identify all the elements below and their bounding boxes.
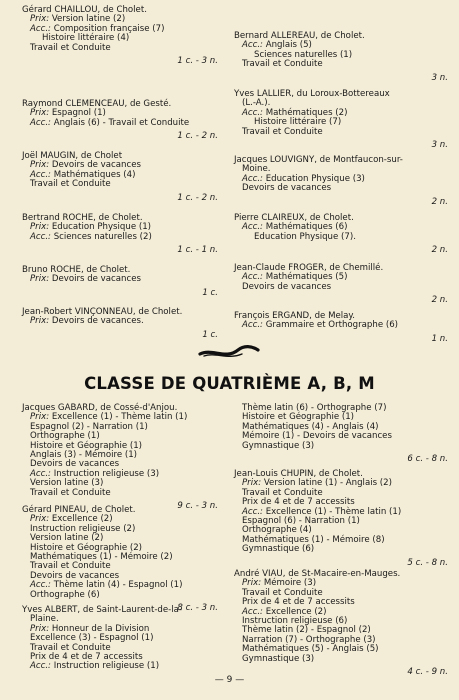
result-tally: 9 c. - 3 n. bbox=[177, 501, 218, 512]
award-line bbox=[234, 545, 452, 554]
entry bbox=[234, 404, 452, 464]
award-text: Mathématiques (5) - Anglais (5) bbox=[242, 644, 379, 655]
award-text: Devoirs de vacances bbox=[30, 459, 120, 470]
entry bbox=[234, 312, 452, 344]
award-text: Gymnastique (3) bbox=[242, 440, 315, 451]
award-text: Devoirs de vacances bbox=[49, 160, 141, 171]
award-text: Narration (7) - Orthographe (3) bbox=[242, 634, 376, 645]
award-text: Version latine (1) - Anglais (2) bbox=[261, 478, 392, 489]
result-tally: 3 n. bbox=[431, 72, 448, 83]
award-text: Mathématiques (6) bbox=[262, 222, 348, 233]
award-text: Thème latin (6) - Orthographe (7) bbox=[242, 403, 387, 413]
award-label: Acc.: bbox=[242, 606, 263, 617]
award-label: Acc.: bbox=[242, 506, 263, 517]
award-text: Gymnastique (3) bbox=[242, 653, 315, 664]
award-text: Plaine. bbox=[30, 614, 59, 625]
student-name: Gérard CHAILLOU, de Cholet. bbox=[22, 5, 147, 15]
award-text: Sciences naturelles (1) bbox=[254, 49, 353, 60]
result-tally: 2 n. bbox=[431, 295, 448, 306]
award-text: Instruction religieuse (6) bbox=[242, 616, 348, 627]
entry bbox=[22, 214, 222, 256]
award-line bbox=[234, 655, 452, 664]
award-text: Anglais (5) bbox=[262, 40, 312, 51]
entry bbox=[22, 100, 222, 142]
award-text: Histoire littéraire (4) bbox=[42, 33, 130, 44]
award-text: Anglais (3) - Mémoire (1) bbox=[30, 450, 138, 461]
award-text: Devoirs de vacances bbox=[242, 183, 332, 194]
entry bbox=[234, 214, 452, 256]
award-label: Acc.: bbox=[242, 107, 263, 118]
result-tally: 3 n. bbox=[431, 140, 448, 151]
result-tally: 1 c. bbox=[202, 287, 218, 298]
award-text: Gymnastique (6) bbox=[242, 544, 315, 555]
award-text: (L.-A.). bbox=[242, 98, 271, 109]
award-label: Acc.: bbox=[30, 23, 51, 34]
entry bbox=[234, 32, 452, 83]
award-text: Education Physique (3) bbox=[262, 173, 365, 184]
award-line bbox=[22, 119, 222, 128]
award-text: Travail et Conduite bbox=[242, 59, 323, 70]
award-text: Histoire et Géographie (1) bbox=[30, 440, 143, 451]
result-tally: 6 c. - 8 n. bbox=[407, 454, 448, 465]
award-text: Honneur de la Division bbox=[49, 623, 150, 634]
student-name: André VIAU, de St-Macaire-en-Mauges. bbox=[234, 569, 401, 579]
entry bbox=[22, 266, 222, 298]
award-text: Mémoire (3) bbox=[261, 578, 317, 589]
award-line bbox=[234, 128, 452, 137]
award-line bbox=[22, 317, 222, 326]
award-text: Excellence (2) bbox=[262, 606, 327, 617]
result-tally: 4 c. - 9 n. bbox=[407, 667, 448, 678]
entry bbox=[22, 506, 222, 613]
award-text: Education Physique (1) bbox=[49, 222, 152, 233]
award-text: Histoire et Géographie (2) bbox=[30, 542, 143, 553]
award-label: Acc.: bbox=[242, 222, 263, 233]
award-label: Acc.: bbox=[242, 173, 263, 184]
award-text: Travail et Conduite bbox=[242, 587, 323, 598]
award-text: Travail et Conduite bbox=[30, 487, 111, 498]
award-text: Prix de 4 et de 7 accessits bbox=[242, 597, 355, 608]
student-name: Bruno ROCHE, de Cholet. bbox=[22, 265, 131, 275]
award-label: Prix: bbox=[30, 514, 50, 525]
award-text: Orthographe (1) bbox=[30, 431, 100, 442]
result-tally: 1 c. bbox=[202, 329, 218, 340]
award-label: Acc.: bbox=[242, 320, 263, 331]
award-text: Mathématiques (1) - Mémoire (2) bbox=[30, 552, 173, 563]
award-label: Prix: bbox=[30, 623, 50, 634]
award-text: Devoirs de vacances bbox=[30, 570, 120, 581]
student-name: Jacques GABARD, de Cossé-d'Anjou. bbox=[22, 403, 178, 413]
entry bbox=[22, 152, 222, 203]
entry bbox=[22, 308, 222, 340]
result-tally: 1 c. - 1 n. bbox=[177, 245, 218, 256]
award-text: Espagnol (2) - Narration (1) bbox=[30, 421, 148, 432]
award-label: Prix: bbox=[30, 160, 50, 171]
award-text: Excellence (2) bbox=[49, 514, 113, 525]
award-text: Prix de 4 et de 7 accessits bbox=[30, 652, 143, 663]
award-text: Prix de 4 et de 7 accessits bbox=[242, 497, 355, 508]
award-text: Mémoire (1) - Devoirs de vacances bbox=[242, 431, 392, 442]
award-text: Thème latin (2) - Espagnol (2) bbox=[242, 625, 371, 636]
award-text: Composition française (7) bbox=[50, 23, 165, 34]
award-line bbox=[22, 233, 222, 242]
student-name: Raymond CLEMENCEAU, de Gesté. bbox=[22, 99, 172, 109]
award-label: Prix: bbox=[30, 316, 50, 327]
award-label: Acc.: bbox=[30, 661, 51, 672]
award-label: Prix: bbox=[30, 274, 50, 285]
award-line bbox=[22, 662, 222, 671]
student-name: Joël MAUGIN, de Cholet bbox=[22, 151, 123, 161]
award-label: Prix: bbox=[30, 108, 50, 119]
award-text: Mathématiques (5) bbox=[262, 272, 348, 283]
student-name: Jean-Robert VINÇONNEAU, de Cholet. bbox=[22, 307, 183, 317]
entry bbox=[22, 6, 222, 66]
award-label: Prix: bbox=[242, 478, 262, 489]
student-name: Yves ALBERT, de Saint-Laurent-de-la- bbox=[22, 605, 183, 615]
award-text: Instruction religieuse (2) bbox=[30, 523, 136, 534]
award-line bbox=[22, 591, 222, 600]
award-line bbox=[234, 321, 452, 330]
award-text: Anglais (6) - Travail et Conduite bbox=[50, 117, 190, 128]
award-text: Instruction religieuse (1) bbox=[50, 661, 160, 672]
award-text: Travail et Conduite bbox=[30, 561, 111, 572]
award-label: Acc.: bbox=[30, 117, 51, 128]
award-text: Instruction religieuse (3) bbox=[50, 468, 160, 479]
award-text: Travail et Conduite bbox=[30, 179, 111, 190]
ornament-flourish-icon bbox=[198, 342, 260, 360]
entry bbox=[234, 90, 452, 150]
award-text: Mathématiques (2) bbox=[262, 107, 348, 118]
award-line bbox=[234, 60, 452, 69]
award-text: Excellence (3) - Espagnol (1) bbox=[30, 633, 154, 644]
award-label: Prix: bbox=[30, 222, 50, 233]
award-text: Version latine (2) bbox=[30, 533, 104, 544]
award-line bbox=[234, 442, 452, 451]
result-tally: 1 n. bbox=[431, 333, 448, 344]
student-name: Yves LALLIER, du Loroux-Bottereaux bbox=[234, 89, 390, 99]
result-tally: 2 n. bbox=[431, 245, 448, 256]
award-line bbox=[22, 44, 222, 53]
entry bbox=[234, 156, 452, 207]
award-text: Travail et Conduite bbox=[242, 126, 323, 137]
student-name: Bernard ALLEREAU, de Cholet. bbox=[234, 31, 365, 41]
result-tally: 8 c. - 3 n. bbox=[177, 603, 218, 614]
student-name: Gérard PINEAU, de Cholet. bbox=[22, 505, 136, 515]
section-heading: CLASSE DE QUATRIÈME A, B, M bbox=[84, 374, 375, 393]
award-text: Version latine (2) bbox=[49, 14, 126, 25]
award-text: Travail et Conduite bbox=[242, 487, 323, 498]
student-name: Jacques LOUVIGNY, de Montfaucon-sur- bbox=[234, 155, 403, 165]
award-label: Acc.: bbox=[242, 40, 263, 51]
award-label: Prix: bbox=[242, 578, 262, 589]
award-text: Grammaire et Orthographe (6) bbox=[262, 320, 399, 331]
student-name: Jean-Claude FROGER, de Chemillé. bbox=[234, 263, 384, 273]
award-text: Sciences naturelles (2) bbox=[50, 231, 152, 242]
award-text: Devoirs de vacances bbox=[49, 274, 141, 285]
award-text: Espagnol (6) - Narration (1) bbox=[242, 516, 360, 527]
award-line bbox=[234, 233, 452, 242]
award-text: Education Physique (7). bbox=[254, 231, 356, 242]
award-text: Orthographe (4) bbox=[242, 525, 312, 536]
award-text: Version latine (3) bbox=[30, 478, 104, 489]
award-label: Acc.: bbox=[30, 169, 51, 180]
award-line bbox=[22, 275, 222, 284]
student-name: François ERGAND, de Melay. bbox=[234, 311, 356, 321]
award-text: Devoirs de vacances. bbox=[49, 316, 144, 327]
award-label: Acc.: bbox=[30, 580, 51, 591]
award-text: Histoire littéraire (7) bbox=[254, 117, 342, 128]
student-name: Bertrand ROCHE, de Cholet. bbox=[22, 213, 143, 223]
award-line bbox=[22, 489, 222, 498]
page-number: — 9 — bbox=[214, 675, 245, 685]
award-text: Mathématiques (4) - Anglais (4) bbox=[242, 421, 379, 432]
student-name: Pierre CLAIREUX, de Cholet. bbox=[234, 213, 354, 223]
entry bbox=[234, 570, 452, 677]
award-text: Espagnol (1) bbox=[49, 108, 106, 119]
award-text: Moine. bbox=[242, 164, 271, 175]
entry bbox=[234, 470, 452, 568]
award-text: Travail et Conduite bbox=[30, 642, 111, 653]
student-name: Jean-Louis CHUPIN, de Cholet. bbox=[234, 469, 363, 479]
result-tally: 5 c. - 8 n. bbox=[407, 557, 448, 568]
award-line bbox=[234, 283, 452, 292]
result-tally: 2 n. bbox=[431, 196, 448, 207]
award-text: Thème latin (4) - Espagnol (1) bbox=[50, 580, 183, 591]
entry bbox=[22, 603, 222, 672]
entry bbox=[22, 404, 222, 511]
award-label: Acc.: bbox=[30, 468, 51, 479]
award-text: Travail et Conduite bbox=[30, 42, 111, 53]
award-text: Devoirs de vacances bbox=[242, 281, 332, 292]
entry bbox=[234, 264, 452, 306]
award-text: Excellence (1) - Thème latin (1) bbox=[49, 412, 188, 423]
result-tally: 1 c. - 3 n. bbox=[177, 56, 218, 67]
award-label: Prix: bbox=[30, 14, 50, 25]
result-tally: 1 c. - 2 n. bbox=[177, 192, 218, 203]
award-text: Orthographe (6) bbox=[30, 589, 100, 600]
award-label: Prix: bbox=[30, 412, 50, 423]
award-text: Excellence (1) - Thème latin (1) bbox=[262, 506, 402, 517]
award-text: Mathématiques (1) - Mémoire (8) bbox=[242, 534, 385, 545]
award-line bbox=[22, 180, 222, 189]
award-label: Acc.: bbox=[242, 272, 263, 283]
award-text: Mathématiques (4) bbox=[50, 169, 136, 180]
award-line bbox=[234, 184, 452, 193]
award-text: Histoire et Géographie (1) bbox=[242, 412, 355, 423]
award-label: Acc.: bbox=[30, 231, 51, 242]
result-tally: 1 c. - 2 n. bbox=[177, 131, 218, 142]
